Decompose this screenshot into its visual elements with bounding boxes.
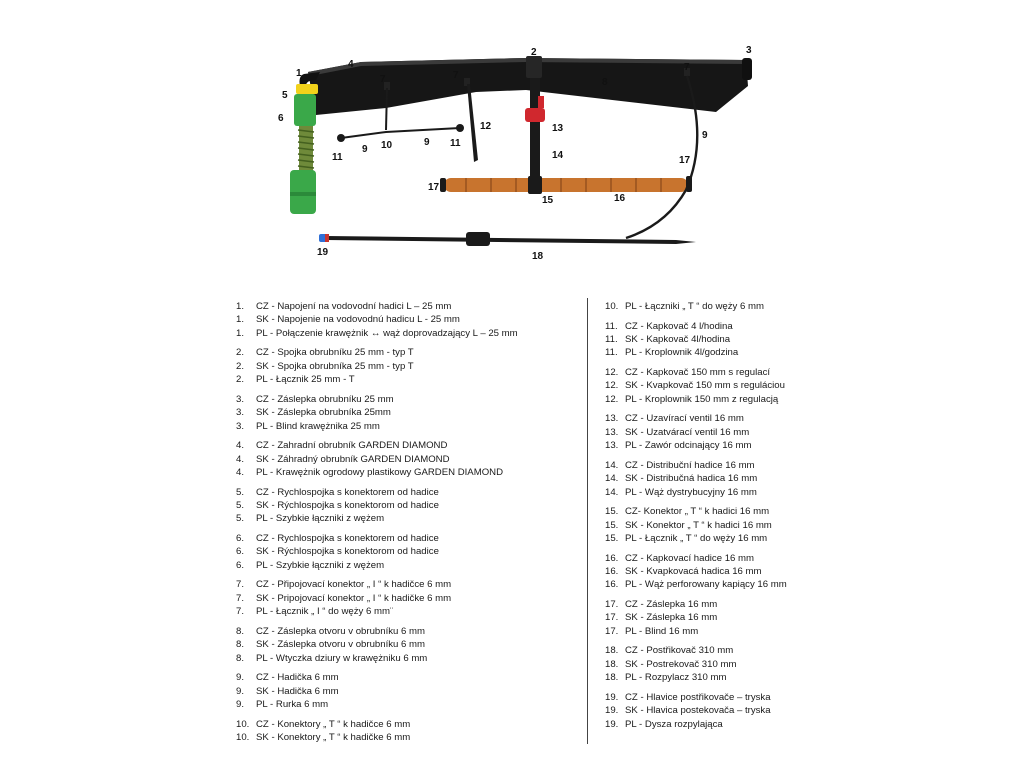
legend-row [236, 532, 581, 545]
legend-group [605, 505, 805, 545]
legend-item-number: 5. [236, 500, 245, 512]
legend-item-text: SK - Hlavica postekovača – tryska [625, 705, 771, 717]
legend-item-text: PL - Szybkie łączniki z wężem [256, 513, 385, 525]
legend-row [605, 412, 805, 425]
callout-17: 17 [428, 182, 440, 193]
legend-item-number: 3. [236, 420, 245, 432]
legend-row [605, 320, 805, 333]
legend-item-text: PL - Rozpylacz 310 mm [625, 672, 727, 684]
legend-item-number: 1. [236, 301, 245, 312]
legend-item-text: PL - Krawężnik ogrodowy plastikowy GARDEN DIAMOND [256, 467, 504, 479]
legend-row [236, 578, 581, 591]
legend-row [605, 300, 805, 313]
legend-group [605, 691, 805, 731]
legend-item-text: SK - Rýchlospojka s konektorom od hadice [256, 500, 439, 512]
legend-item-number: 6. [236, 533, 245, 545]
callout-11: 11 [450, 138, 461, 149]
legend-row [605, 644, 805, 657]
legend-item-number: 9. [236, 685, 245, 697]
legend-item-text: SK - Záhradný obrubník GARDEN DIAMOND [256, 453, 450, 465]
legend-row [236, 731, 581, 744]
callout-7: 7 [380, 74, 386, 85]
callout-7: 7 [684, 62, 690, 73]
legend-item-number: 8. [236, 639, 245, 651]
legend-group [605, 644, 805, 684]
legend-item-text: CZ - Záslepka otvoru v obrubníku 6 mm [256, 625, 426, 637]
legend-item-text: CZ - Záslepka obrubníku 25 mm [256, 393, 394, 405]
legend-row [236, 652, 581, 665]
legend-item-text: PL - Połączenie krawężnik ↔ wąż doprovadzający L – 25 mm [256, 327, 518, 339]
legend-row [605, 718, 805, 731]
callout-12: 12 [480, 121, 492, 132]
legend-item-number: 17. [605, 612, 619, 624]
legend-row [236, 300, 581, 313]
callout-13: 13 [552, 123, 564, 134]
legend-item-number: 9. [236, 672, 245, 684]
legend-row [236, 512, 581, 525]
legend-item-number: 4. [236, 467, 245, 479]
legend-row [605, 486, 805, 499]
legend-row [605, 379, 805, 392]
legend-row [605, 459, 805, 472]
legend-item-number: 11. [605, 320, 618, 332]
callout-6: 6 [278, 113, 284, 124]
legend-row [236, 718, 581, 731]
legend-row [605, 346, 805, 359]
legend-left-column [236, 300, 581, 751]
legend-item-number: 14. [605, 459, 619, 471]
legend-item-text: SK - Postrekovač 310 mm [625, 658, 737, 670]
legend-item-text: SK - Uzatvárací ventil 16 mm [625, 426, 750, 438]
callout-7: 7 [453, 70, 459, 81]
legend-item-text: CZ - Kapkovač 4 l/hodina [625, 320, 733, 332]
legend-item-number: 10. [605, 301, 619, 312]
legend-item-number: 11. [605, 334, 618, 345]
callout-14: 14 [552, 150, 564, 161]
legend-row [605, 333, 805, 346]
legend-item-text: PL - Kroplownik 150 mm z regulacją [625, 393, 779, 405]
legend-item-number: 14. [605, 473, 619, 485]
legend-item-number: 12. [605, 393, 619, 405]
stake-dripper [467, 84, 478, 162]
legend-item-number: 2. [236, 360, 245, 372]
legend-item-text: PL - Kroplownik 4l/godzina [625, 347, 739, 359]
legend-row [236, 605, 581, 618]
legend-row [605, 611, 805, 624]
legend-item-number: 19. [605, 718, 619, 730]
legend-group [236, 486, 581, 526]
legend-item-text: CZ- Konektor „ T “ k hadici 16 mm [625, 506, 770, 518]
legend-row [236, 466, 581, 479]
legend-item-text: SK - Konektor „ T “ k hadici 16 mm [625, 519, 772, 531]
legend-item-text: SK - Spojka obrubníka 25 mm - typ T [256, 360, 414, 372]
legend-item-text: CZ - Spojka obrubníku 25 mm - typ T [256, 347, 414, 359]
distribution-hose [530, 78, 540, 182]
quick-connector-top [294, 94, 316, 126]
legend-item-number: 5. [236, 513, 245, 525]
legend-item-text: CZ - Rychlospojka s konektorem od hadice [256, 533, 439, 545]
legend-row [605, 658, 805, 671]
legend-item-number: 17. [605, 599, 619, 611]
legend-row [236, 439, 581, 452]
legend-item-text: CZ - Záslepka 16 mm [625, 599, 718, 611]
legend-row [236, 360, 581, 373]
shut-off-valve [525, 108, 545, 122]
legend-item-number: 17. [605, 625, 619, 637]
legend-item-text: SK - Rýchlospojka s konektorom od hadice [256, 546, 439, 558]
legend-row [605, 532, 805, 545]
legend-group [236, 671, 581, 711]
legend-item-text: CZ - Rychlospojka s konektorem od hadice [256, 486, 439, 498]
legend-row [236, 638, 581, 651]
legend-item-number: 19. [605, 705, 619, 717]
legend-item-number: 2. [236, 347, 245, 359]
legend-row [236, 592, 581, 605]
legend-row [605, 625, 805, 638]
dripper-4l [337, 134, 345, 142]
legend-item-text: PL - Zawór odcinający 16 mm [625, 440, 752, 452]
legend-item-text: SK - Kvapkovacá hadica 16 mm [625, 566, 762, 578]
legend-row [236, 327, 581, 340]
legend-row [236, 453, 581, 466]
callout-15: 15 [542, 195, 554, 206]
hose-t-connector [528, 176, 542, 194]
legend-item-text: CZ - Hlavice postřikovače – tryska [625, 691, 771, 703]
legend-item-number: 16. [605, 566, 619, 578]
legend-item-text: PL - Łącznik „ T “ do węży 16 mm [625, 533, 768, 545]
legend-row [236, 393, 581, 406]
legend-item-text: SK - Napojenie na vodovodnú hadicu L - 25 mm [256, 314, 460, 326]
legend-item-number: 10. [236, 732, 250, 744]
callout-9: 9 [424, 137, 430, 148]
legend-item-text: PL - Blind 16 mm [625, 625, 699, 637]
legend-item-text: PL - Dysza rozpylająca [625, 718, 723, 730]
callout-5: 5 [282, 90, 288, 101]
legend-item-number: 12. [605, 367, 619, 378]
legend-group [605, 552, 805, 592]
legend-row [605, 439, 805, 452]
legend-item-text: SK - Kvapkovač 150 mm s reguláciou [625, 380, 785, 392]
legend-item-text: CZ - Hadička 6 mm [256, 672, 339, 684]
legend-item-number: 18. [605, 658, 619, 670]
legend-item-text: SK - Záslepka obrubníka 25mm [256, 407, 391, 419]
legend-row [605, 393, 805, 406]
diagram-svg [216, 0, 806, 290]
legend-item-number: 18. [605, 672, 619, 684]
callout-16: 16 [614, 193, 626, 204]
legend-item-text: CZ - Připojovací konektor „ I “ k hadičce 6 mm [256, 579, 452, 591]
legend-group [236, 625, 581, 665]
legend-row [236, 545, 581, 558]
border-t-joint [526, 56, 542, 78]
dripper-4l [456, 124, 464, 132]
legend-item-text: CZ - Kapkovací hadice 16 mm [625, 552, 755, 564]
legend-item-text: PL - Wąż perforowany kapiący 16 mm [625, 579, 787, 591]
legend-item-text: PL - Łącznik „ I “ do węży 6 mm¨ [256, 606, 394, 618]
legend-row [605, 426, 805, 439]
callout-10: 10 [381, 140, 393, 151]
legend-item-number: 6. [236, 559, 245, 571]
callout-4: 4 [348, 59, 354, 70]
legend-item-text: CZ - Kapkovač 150 mm s regulací [625, 367, 771, 378]
legend-item-number: 9. [236, 699, 245, 711]
legend-row [605, 691, 805, 704]
legend-group [605, 320, 805, 360]
legend-item-text: SK - Hadička 6 mm [256, 685, 339, 697]
legend-group [236, 300, 581, 340]
callout-9: 9 [362, 144, 368, 155]
legend-item-text: CZ - Uzavírací ventil 16 mm [625, 413, 744, 425]
legend-item-number: 13. [605, 426, 619, 438]
legend-row [236, 559, 581, 572]
legend-group [236, 718, 581, 745]
legend-item-number: 19. [605, 691, 619, 703]
legend-item-number: 14. [605, 486, 619, 498]
legend-row [605, 366, 805, 379]
legend-item-text: CZ - Zahradní obrubník GARDEN DIAMOND [256, 440, 448, 452]
legend-item-text: PL - Wąż dystrybucyjny 16 mm [625, 486, 757, 498]
callout-8: 8 [602, 77, 608, 88]
legend-item-number: 10. [236, 718, 250, 730]
legend-item-number: 7. [236, 606, 245, 618]
sprinkler-stake [326, 236, 696, 244]
legend-item-number: 1. [236, 314, 245, 326]
legend-row [605, 671, 805, 684]
drip-hose [444, 178, 688, 192]
column-divider [587, 298, 588, 744]
legend-item-number: 13. [605, 413, 619, 425]
legend-item-number: 12. [605, 380, 619, 392]
legend-row [605, 519, 805, 532]
legend-group [236, 578, 581, 618]
legend-row [236, 346, 581, 359]
legend-item-text: PL - Szybkie łączniki z wężem [256, 559, 385, 571]
legend-item-text: PL - Blind krawężnika 25 mm [256, 420, 380, 432]
legend-item-number: 15. [605, 533, 619, 545]
legend-item-number: 15. [605, 506, 619, 518]
legend-item-number: 16. [605, 552, 619, 564]
legend-group [236, 346, 581, 386]
legend-item-text: PL - Łącznik 25 mm - T [256, 374, 355, 386]
legend-item-text: CZ - Napojení na vodovodní hadici L – 25 mm [256, 301, 452, 312]
end-cap [742, 58, 752, 80]
legend-row [605, 598, 805, 611]
legend-item-text: SK - Distribučná hadica 16 mm [625, 473, 758, 485]
legend-item-number: 1. [236, 327, 245, 339]
legend-row [236, 486, 581, 499]
legend-item-number: 2. [236, 374, 245, 386]
legend-item-text: CZ - Konektory „ T “ k hadičce 6 mm [256, 718, 411, 730]
legend-item-text: CZ - Postřikovač 310 mm [625, 645, 734, 657]
legend-row [605, 552, 805, 565]
legend-item-number: 8. [236, 652, 245, 664]
legend-item-text: SK - Záslepka 16 mm [625, 612, 718, 624]
legend-row [236, 625, 581, 638]
callout-2: 2 [531, 47, 537, 58]
tube-6mm [386, 88, 387, 130]
legend-group [236, 393, 581, 433]
legend-row [605, 565, 805, 578]
legend-right-column [605, 300, 805, 737]
sprinkler-body [466, 232, 490, 246]
legend-row [605, 704, 805, 717]
callout-11: 11 [332, 152, 343, 163]
legend-group [605, 459, 805, 499]
legend-row [605, 505, 805, 518]
legend-row [236, 313, 581, 326]
legend-row [236, 499, 581, 512]
tube-6mm-horizontal [341, 128, 460, 138]
legend-item-number: 7. [236, 579, 245, 591]
legend-item-text: CZ - Distribuční hadice 16 mm [625, 459, 755, 471]
legend-item-number: 13. [605, 440, 619, 452]
legend-item-number: 7. [236, 592, 245, 604]
legend-row [236, 671, 581, 684]
legend-group [605, 300, 805, 313]
legend-row [236, 420, 581, 433]
legend-item-number: 11. [605, 347, 618, 359]
legend-item-text: SK - Záslepka otvoru v obrubníku 6 mm [256, 639, 426, 651]
callout-18: 18 [532, 251, 544, 262]
legend-row [236, 698, 581, 711]
legend-item-number: 3. [236, 393, 245, 405]
legend-item-text: PL - Rurka 6 mm [256, 699, 329, 711]
legend-item-text: SK - Konektory „ T “ k hadičke 6 mm [256, 732, 411, 744]
hose-end-cap [440, 178, 446, 192]
legend-item-text: PL - Łączniki „ T “ do węży 6 mm [625, 301, 764, 312]
legend-group [605, 598, 805, 638]
legend-item-number: 6. [236, 546, 245, 558]
legend-item-number: 16. [605, 579, 619, 591]
legend-item-number: 4. [236, 453, 245, 465]
legend-row [236, 373, 581, 386]
nozzle-tip [325, 234, 329, 242]
legend-item-number: 18. [605, 645, 619, 657]
callout-9: 9 [702, 130, 708, 141]
callout-3: 3 [746, 45, 752, 56]
callout-19: 19 [317, 247, 329, 258]
valve-handle [538, 96, 544, 108]
legend-group [236, 532, 581, 572]
legend-row [236, 685, 581, 698]
callout-17: 17 [679, 155, 691, 166]
legend-row [236, 406, 581, 419]
connector-band [290, 192, 316, 196]
legend-row [605, 578, 805, 591]
legend-item-number: 3. [236, 407, 245, 419]
legend-item-number: 8. [236, 625, 245, 637]
yellow-ring [296, 84, 318, 94]
legend-item-number: 4. [236, 440, 245, 452]
legend-group [605, 412, 805, 452]
legend-item-text: PL - Wtyczka dziury w krawężniku 6 mm [256, 652, 428, 664]
legend-item-text: SK - Kapkovač 4l/hodina [625, 334, 731, 345]
callout-1: 1 [296, 68, 302, 79]
legend-item-number: 5. [236, 486, 245, 498]
legend-row [605, 472, 805, 485]
legend-group [236, 439, 581, 479]
legend-group [605, 366, 805, 406]
product-diagram [216, 0, 806, 290]
legend-item-number: 15. [605, 519, 619, 531]
legend-item-text: SK - Pripojovací konektor „ I “ k hadičke 6 mm [256, 592, 452, 604]
